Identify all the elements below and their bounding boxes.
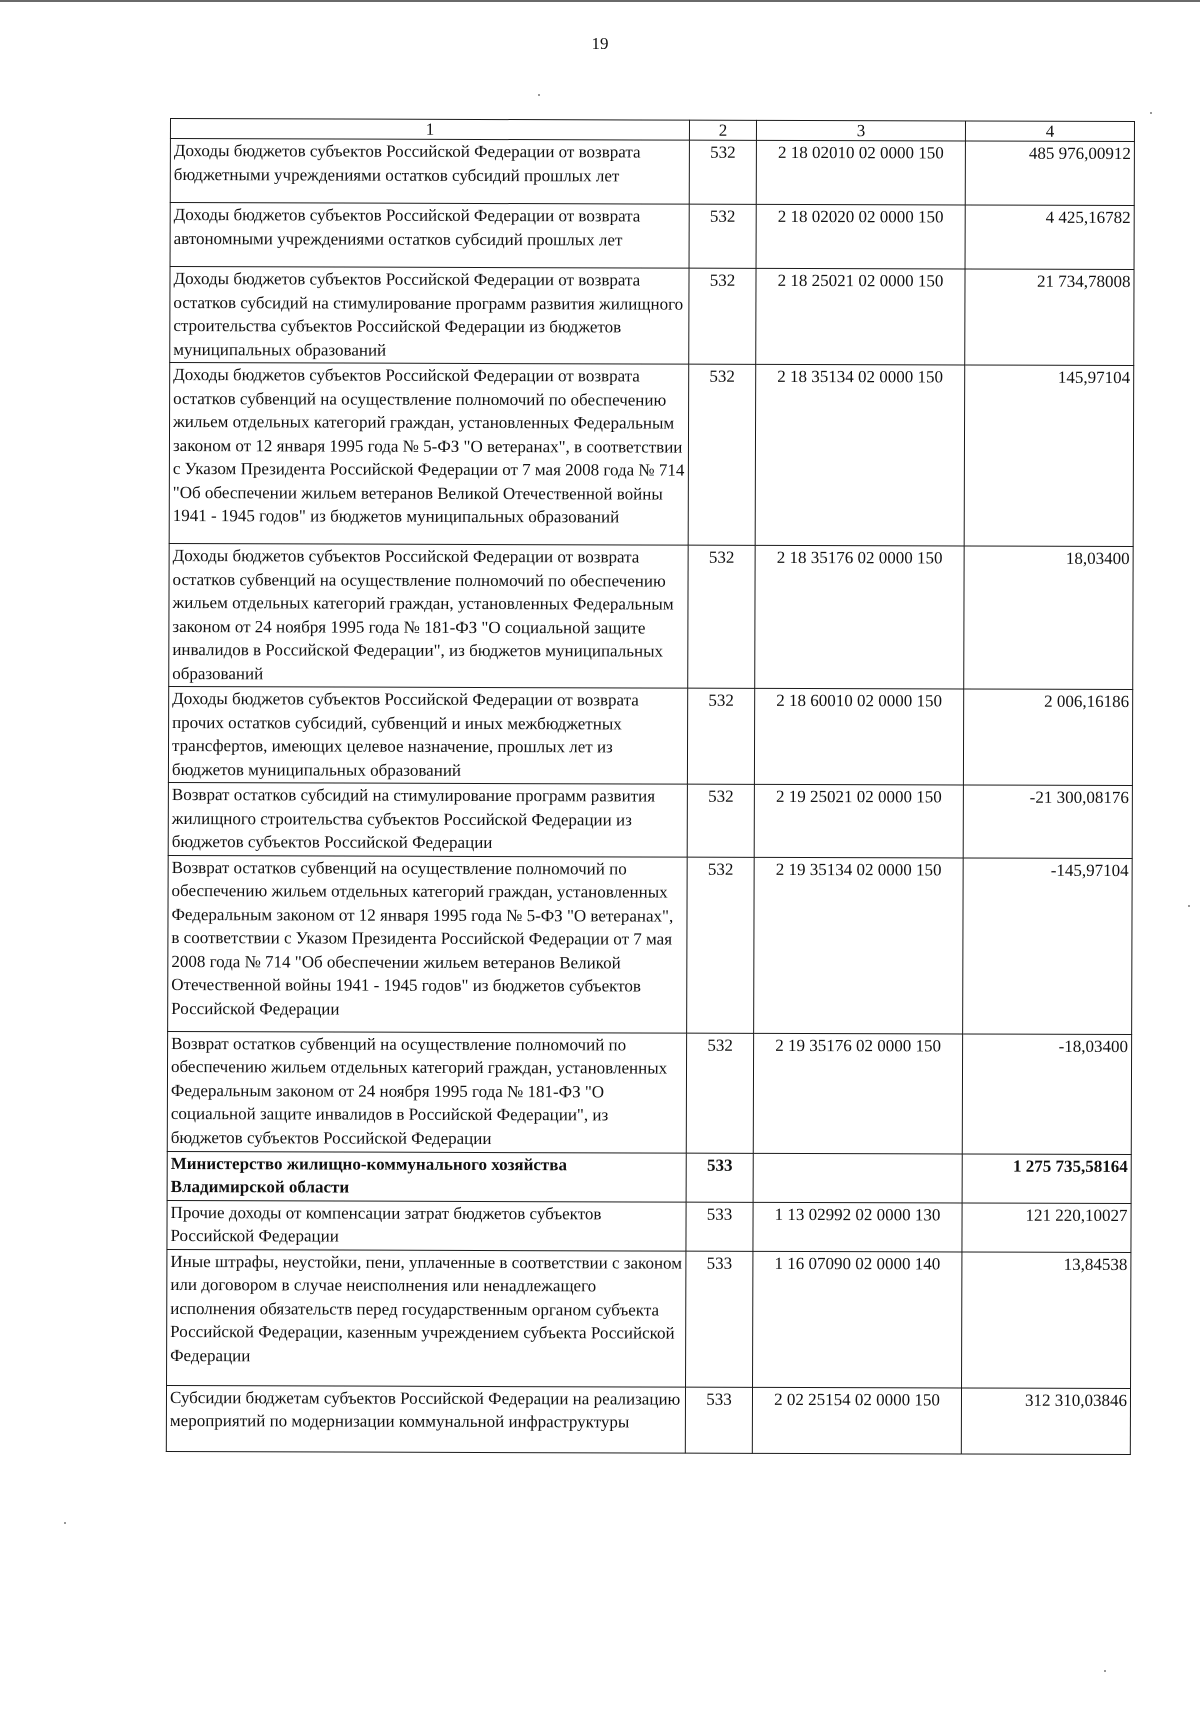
row-amount: 121 220,10027: [962, 1202, 1131, 1252]
row-classification-code: 2 19 25021 02 0000 150: [754, 784, 963, 857]
row-classification-code: 2 19 35176 02 0000 150: [753, 1033, 962, 1154]
row-amount: -21 300,08176: [963, 785, 1132, 858]
row-classification-code: 2 19 35134 02 0000 150: [754, 857, 964, 1034]
column-number-1: 1: [170, 119, 689, 141]
row-amount: -145,97104: [963, 857, 1133, 1034]
column-number-2: 2: [689, 120, 756, 140]
table-row: [170, 267, 1134, 366]
table-row: [166, 1385, 1130, 1454]
row-classification-code: 2 18 60010 02 0000 150: [754, 688, 963, 785]
budget-revenue-table: [166, 118, 1135, 1455]
row-amount: 145,97104: [964, 365, 1134, 547]
row-admin-code: 533: [685, 1387, 752, 1453]
row-description: Доходы бюджетов субъектов Российской Федерации от возврата остатков субвенций на осуществление полномочий по обеспечению жильем отдельных категорий граждан, установленных Федеральным законом от 12 января 1995 года № 5-ФЗ "О ветеранах", в соответствии с Указом Президента Российской Федерации от 7 мая 2008 года № 714 "Об обеспечении жильем ветеранов Великой Отечественной войны 1941 - 1945 годов" из бюджетов муниципальных образований: [169, 363, 689, 546]
table-row: [168, 686, 1132, 785]
scan-speck: [1150, 112, 1152, 114]
table-row: [168, 855, 1133, 1034]
page-number: 19: [591, 34, 609, 53]
row-admin-code: 533: [686, 1153, 753, 1202]
row-admin-code: 532: [687, 784, 754, 857]
row-admin-code: 532: [689, 204, 756, 268]
column-number-3: 3: [756, 120, 965, 141]
row-admin-code: 532: [688, 364, 756, 545]
row-description: Субсидии бюджетам субъектов Российской Федерации на реализацию мероприятий по модернизации коммунальной инфраструктуры: [166, 1385, 685, 1453]
table-row: [167, 1151, 1131, 1203]
table-body: [166, 119, 1134, 1455]
row-admin-code: 532: [689, 140, 756, 204]
table-row: [168, 782, 1132, 858]
table-row: [167, 1249, 1131, 1388]
row-description: Возврат остатков субсидий на стимулирование программ развития жилищного строительства субъектов Российской Федерации из бюджетов субъектов Российской Федерации: [168, 782, 687, 856]
table-row: [170, 203, 1134, 270]
row-classification-code: 2 18 02010 02 0000 150: [756, 140, 965, 205]
row-amount: 4 425,16782: [965, 205, 1134, 270]
row-description: Министерство жилищно-коммунального хозяйства Владимирской области: [167, 1151, 686, 1202]
row-description: Доходы бюджетов субъектов Российской Федерации от возврата бюджетными учреждениями остатков субсидий прошлых лет: [170, 139, 689, 205]
row-description: Прочие доходы от компенсации затрат бюджетов субъектов Российской Федерации: [167, 1200, 686, 1251]
row-description: Доходы бюджетов субъектов Российской Федерации от возврата остатков субсидий на стимулирование программ развития жилищного строительства субъектов Российской Федерации из бюджетов муниципальных образований: [170, 267, 689, 365]
row-classification-code: 1 16 07090 02 0000 140: [753, 1251, 962, 1388]
row-amount: 13,84538: [962, 1251, 1131, 1388]
table-row: [169, 543, 1133, 689]
row-amount: 21 734,78008: [965, 269, 1134, 366]
row-description: Иные штрафы, неустойки, пени, уплаченные в соответствии с законом или договором в случае неисполнения или ненадлежащего исполнения обязательств перед государственным органом субъекта Российской Федерации, казенным учреждением субъекта Российской Федерации: [167, 1249, 686, 1387]
scan-speck: [64, 1522, 66, 1524]
row-classification-code: 2 18 35134 02 0000 150: [755, 364, 965, 546]
row-admin-code: 532: [689, 268, 756, 364]
row-amount: 2 006,16186: [963, 689, 1132, 786]
row-description: Доходы бюджетов субъектов Российской Федерации от возврата прочих остатков субсидий, субвенций и иных межбюджетных трансфертов, имеющих целевое назначение, прошлых лет из бюджетов муниципальных образований: [168, 686, 687, 784]
row-admin-code: 532: [686, 1033, 753, 1153]
row-amount: 1 275 735,58164: [962, 1153, 1131, 1203]
scan-speck: [1188, 905, 1190, 907]
table-row: [169, 363, 1134, 547]
row-classification-code: [753, 1153, 962, 1203]
scan-speck: [1104, 1670, 1106, 1672]
column-number-4: 4: [965, 121, 1134, 142]
row-amount: 18,03400: [964, 546, 1133, 690]
table-row: [167, 1200, 1131, 1252]
row-amount: -18,03400: [962, 1033, 1131, 1154]
table-row: [170, 139, 1134, 206]
scan-edge: [0, 0, 1200, 2]
row-description: Доходы бюджетов субъектов Российской Федерации от возврата остатков субвенций на осуществление полномочий по обеспечению жильем отдельных категорий граждан, установленных Федеральным законом от 24 ноября 1995 года № 181-ФЗ "О социальной защите инвалидов в Российской Федерации", из бюджетов муниципальных образований: [169, 543, 688, 688]
row-admin-code: 532: [687, 688, 754, 784]
row-description: Возврат остатков субвенций на осуществление полномочий по обеспечению жильем отдельных категорий граждан, установленных Федеральным законом от 12 января 1995 года № 5-ФЗ "О ветеранах", в соответствии с Указом Президента Российской Федерации от 7 мая 2008 года № 714 "Об обеспечении жильем ветеранов Великой Отечественной войны 1941 - 1945 годов" из бюджетов субъектов Российской Федерации: [168, 855, 688, 1033]
row-classification-code: 2 18 35176 02 0000 150: [755, 545, 964, 689]
budget-table-container: [166, 118, 1134, 1455]
scan-speck: [538, 94, 540, 96]
row-amount: 312 310,03846: [961, 1387, 1130, 1454]
row-admin-code: 532: [687, 857, 755, 1033]
row-classification-code: 2 02 25154 02 0000 150: [752, 1387, 961, 1454]
row-admin-code: 533: [686, 1202, 753, 1251]
row-description: Доходы бюджетов субъектов Российской Федерации от возврата автономными учреждениями остатков субсидий прошлых лет: [170, 203, 689, 269]
table-row: [167, 1031, 1131, 1154]
row-classification-code: 2 18 02020 02 0000 150: [756, 204, 965, 269]
row-amount: 485 976,00912: [965, 141, 1134, 206]
row-description: Возврат остатков субвенций на осуществление полномочий по обеспечению жильем отдельных категорий граждан, установленных Федеральным законом от 24 ноября 1995 года № 181-ФЗ "О социальной защите инвалидов в Российской Федерации", из бюджетов субъектов Российской Федерации: [167, 1031, 686, 1153]
row-classification-code: 2 18 25021 02 0000 150: [756, 268, 965, 365]
row-admin-code: 533: [686, 1251, 753, 1387]
row-classification-code: 1 13 02992 02 0000 130: [753, 1202, 962, 1252]
row-admin-code: 532: [688, 545, 755, 688]
